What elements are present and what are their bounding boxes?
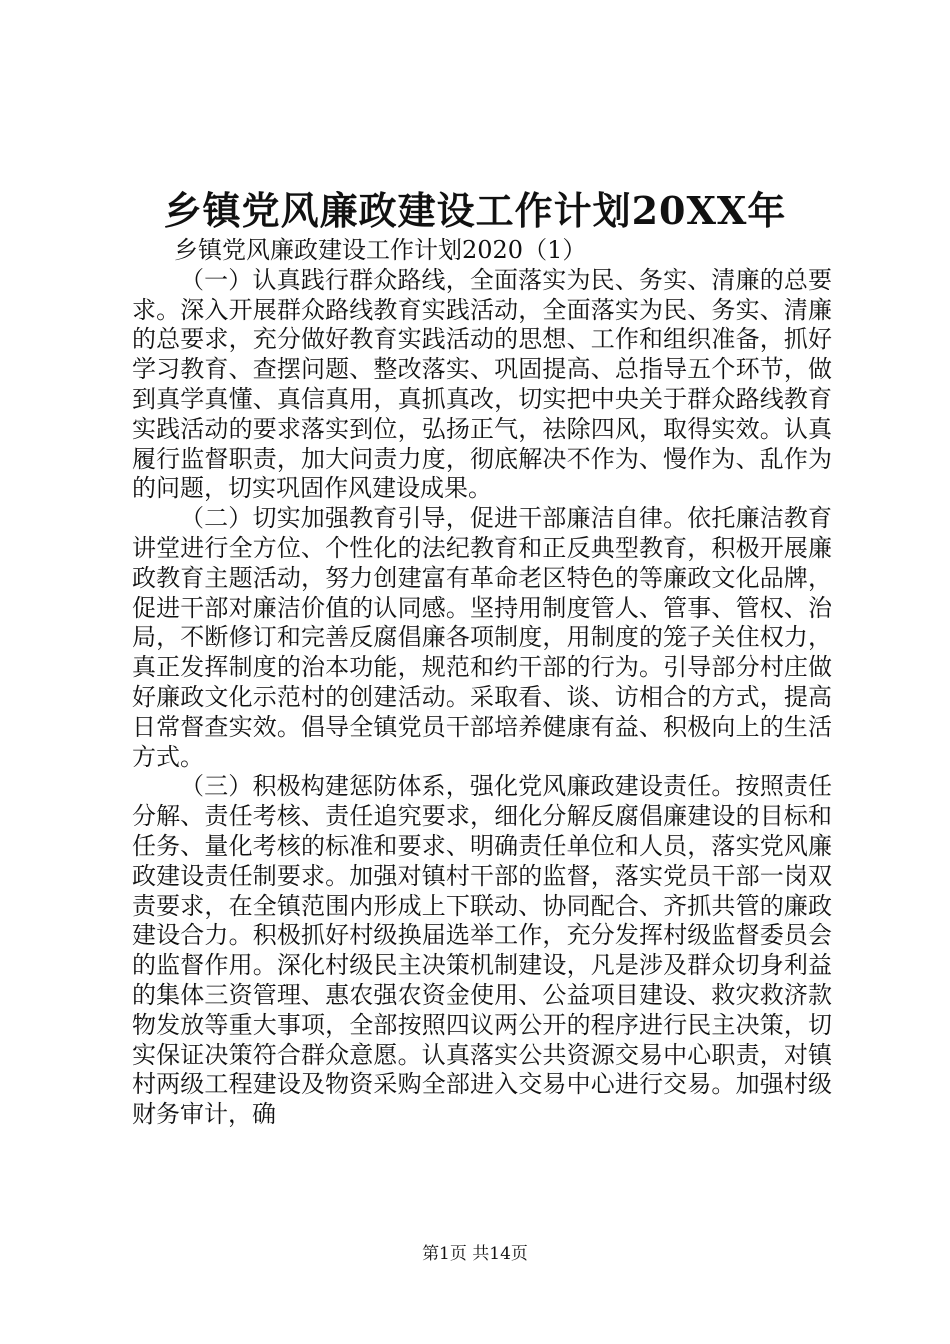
paragraph-2: （二）切实加强教育引导，促进干部廉洁自律。依托廉洁教育讲堂进行全方位、个性化的法纪教育和正反典型教育，积极开展廉政教育主题活动，努力创建富有革命老区特色的等廉政文化品牌，促进干部对廉洁价值的认同感。坚持用制度管人、管事、管权、治局，不断修订和完善反腐倡廉各项制度，用制度的笼子关住权力，真正发挥制度的治本功能，规范和约干部的行为。引导部分村庄做好廉政文化示范村的创建活动。采取看、谈、访相合的方式，提高日常督查实效。倡导全镇党员干部培养健康有益、积极向上的生活方式。 — [132, 504, 832, 771]
paragraph-3: （三）积极构建惩防体系，强化党风廉政建设责任。按照责任分解、责任考核、责任追究要求，细化分解反腐倡廉建设的目标和任务、量化考核的标准和要求、明确责任单位和人员，落实党风廉政建设责任制要求。加强对镇村干部的监督，落实党员干部一岗双责要求，在全镇范围内形成上下联动、协同配合、齐抓共管的廉政建设合力。积极抓好村级换届选举工作，充分发挥村级监督委员会的监督作用。深化村级民主决策机制建设，凡是涉及群众切身利益的集体三资管理、惠农强农资金使用、公益项目建设、救灾救济款物发放等重大事项，全部按照四议两公开的程序进行民主决策，切实保证决策符合群众意愿。认真落实公共资源交易中心职责，对镇村两级工程建设及物资采购全部进入交易中心进行交易。加强村级财务审计，确 — [132, 772, 832, 1129]
page-number-footer: 第1页 共14页 — [422, 1244, 528, 1264]
document-subtitle: 乡镇党风廉政建设工作计划2020（1） — [174, 236, 587, 264]
document-title: 乡镇党风廉政建设工作计划20XX年 — [163, 188, 787, 233]
paragraph-1: （一）认真践行群众路线，全面落实为民、务实、清廉的总要求。深入开展群众路线教育实践活动，全面落实为民、务实、清廉的总要求，充分做好教育实践活动的思想、工作和组织准备，抓好学习教育、查摆问题、整改落实、巩固提高、总指导五个环节，做到真学真懂、真信真用，真抓真改，切实把中央关于群众路线教育实践活动的要求落实到位，弘扬正气，祛除四风，取得实效。认真履行监督职责，加大问责力度，彻底解决不作为、慢作为、乱作为的问题，切实巩固作风建设成果。 — [132, 265, 832, 503]
document-body — [132, 236, 832, 1130]
